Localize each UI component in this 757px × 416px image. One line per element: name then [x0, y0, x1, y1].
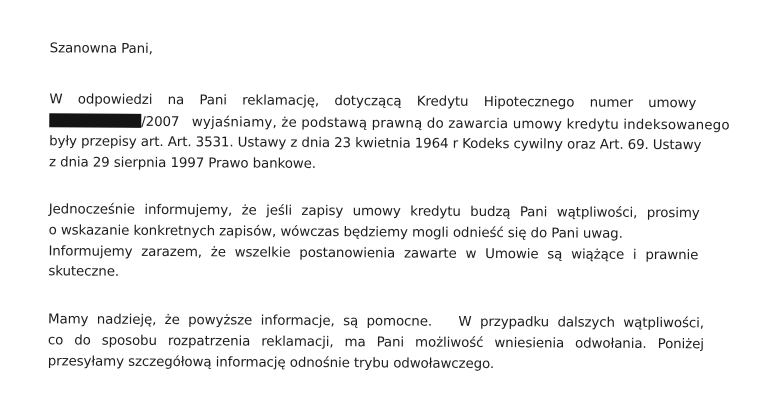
word: jeśli — [266, 203, 293, 219]
word: powyższe — [188, 313, 253, 329]
para1-line4: z dnia 29 sierpnia 1997 Prawo bankowe. — [48, 155, 317, 172]
word: i — [632, 247, 637, 263]
word: przypadku — [479, 314, 550, 331]
para2-line3 — [48, 244, 698, 264]
word: nadzieję, — [96, 312, 157, 328]
word: Umowie — [485, 246, 539, 263]
word: wątpliwości, — [556, 205, 638, 221]
word: wiążące — [571, 247, 625, 263]
word: co — [47, 333, 64, 349]
word: Jednocześnie — [48, 202, 135, 218]
word: dotyczącą — [334, 94, 402, 110]
word: Pani — [199, 93, 227, 109]
word: pomocne. — [366, 314, 433, 330]
word: do — [74, 333, 91, 349]
contract-number-suffix: /2007 — [141, 114, 180, 131]
word: odwołania. — [575, 336, 647, 352]
word: są — [547, 247, 563, 263]
word: prosimy — [646, 205, 700, 222]
word: w — [465, 246, 477, 262]
word: Poniżej — [657, 337, 704, 353]
word: są — [343, 314, 359, 330]
word: że — [164, 313, 180, 329]
word: odpowiedzi — [77, 92, 153, 108]
word: wniesienia — [494, 336, 565, 352]
word: informujemy, — [144, 202, 233, 219]
para1-line3: były przepisy art. Art. 3531. Ustawy z dnia 23 kwietnia 1964 r Kodeks cywilny oraz Art. 69. Ustawy — [49, 134, 702, 154]
para3-line1 — [48, 312, 704, 332]
word: umowy — [648, 95, 697, 112]
word: wątpliwości, — [623, 315, 704, 332]
word: zarazem, — [141, 244, 203, 261]
word: zawarte — [403, 246, 457, 262]
word: numer — [589, 95, 633, 111]
word: dalszych — [557, 315, 615, 331]
para1-line2 — [49, 113, 730, 134]
word: Informujemy — [48, 244, 133, 260]
word: reklamację, — [242, 93, 320, 109]
word: na — [167, 93, 185, 109]
word: rozpatrzenia — [167, 334, 251, 350]
para2-line4: skuteczne. — [48, 264, 120, 280]
redacted-contract-number — [49, 113, 141, 128]
para3-line2 — [48, 333, 704, 353]
word: umowy — [352, 204, 401, 220]
word: że — [210, 245, 226, 261]
word: zapisy — [301, 203, 344, 220]
word: Kredytu — [416, 94, 469, 110]
word: W — [458, 314, 472, 330]
word: Mamy — [48, 312, 89, 328]
word: W — [49, 92, 63, 108]
para3-line3: przesyłamy szczegółową informację odnośnie trybu odwoławczego. — [47, 354, 495, 373]
word: sposobu — [101, 333, 157, 349]
salutation: Szanowna Pani, — [49, 41, 153, 57]
word: że — [241, 203, 257, 219]
para1-line1 — [49, 92, 696, 112]
word: wszelkie — [234, 245, 291, 261]
para1-line2-text: wyjaśniamy, że podstawą prawną do zawarcia umowy kredytu indeksowanego — [191, 115, 730, 134]
word: prawnie — [645, 247, 699, 264]
word: możliwość — [415, 335, 484, 351]
word: reklamacji, — [261, 334, 334, 351]
word: budzą — [470, 204, 511, 221]
word: kredytu — [410, 204, 461, 220]
word: Hipotecznego — [483, 94, 575, 111]
word: ma — [344, 335, 366, 351]
word: Pani — [519, 205, 548, 221]
word: Pani — [376, 335, 405, 351]
word: informacje, — [260, 313, 335, 330]
para2-line1 — [49, 202, 700, 222]
para2-line2: o wskazanie konkretnych zapisów, wówczas będziemy mogli odnieść się do Pani uwag. — [48, 223, 623, 242]
word: postanowienia — [299, 245, 396, 262]
